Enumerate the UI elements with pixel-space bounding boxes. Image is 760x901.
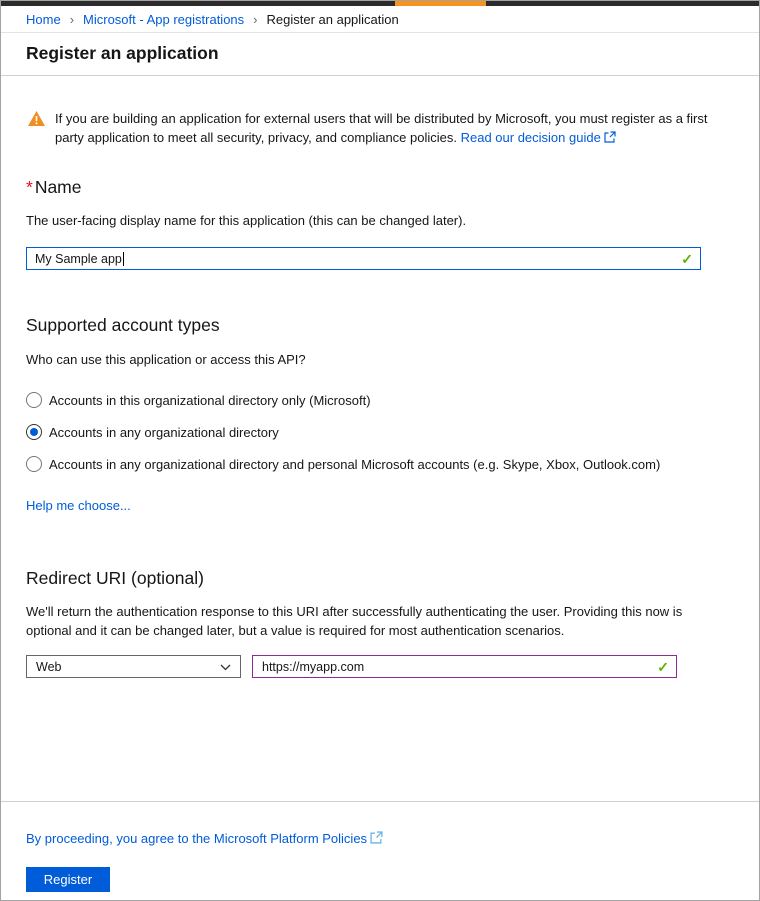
name-input[interactable] [26, 247, 701, 270]
loading-bar [1, 1, 759, 6]
breadcrumb-separator: › [69, 11, 75, 27]
valid-checkmark-icon: ✓ [681, 250, 693, 267]
external-link-icon [370, 831, 383, 847]
account-types-question: Who can use this application or access this API? [26, 352, 306, 367]
breadcrumb-separator: › [253, 11, 258, 27]
platform-select-value: Web [36, 659, 62, 674]
radio-option-label: Accounts in any organizational directory and personal Microsoft accounts (e.g. Skype, Xbox, Outlook.com) [49, 456, 661, 472]
breadcrumb-current-page: Register an application [266, 11, 399, 27]
redirect-uri-heading: Redirect URI (optional) [26, 568, 204, 588]
redirect-uri-controls [26, 655, 734, 678]
breadcrumb-home-link[interactable]: Home [26, 11, 61, 27]
page-title: Register an application [26, 43, 219, 63]
radio-button-icon [26, 424, 42, 440]
breadcrumb-app-registrations-link[interactable]: Microsoft - App registrations [83, 11, 245, 27]
redirect-uri-value: https://myapp.com [262, 659, 365, 674]
breadcrumb [1, 6, 759, 33]
blade-footer [1, 801, 759, 900]
platform-policies-link[interactable]: By proceeding, you agree to the Microsoft Platform Policies [26, 831, 383, 847]
radio-option-multi-tenant[interactable] [26, 424, 734, 440]
redirect-uri-description: We'll return the authentication response to this URI after successfully authenticating the user. Providing this now is optional and it can be changed later, but a value is required for most authentication scenarios. [26, 604, 683, 638]
platform-select[interactable] [26, 655, 241, 678]
radio-button-icon [26, 392, 42, 408]
radio-button-icon [26, 456, 42, 472]
radio-option-label: Accounts in this organizational directory only (Microsoft) [49, 392, 371, 408]
radio-option-label: Accounts in any organizational directory [49, 424, 279, 440]
account-type-radio-group [26, 392, 734, 472]
blade-content [1, 109, 759, 678]
valid-checkmark-icon: ✓ [657, 658, 669, 675]
account-types-heading: Supported account types [26, 315, 220, 335]
external-link-icon [604, 129, 616, 148]
name-description: The user-facing display name for this application (this can be changed later). [26, 213, 467, 228]
decision-guide-link[interactable]: Read our decision guide [461, 130, 616, 145]
warning-icon [28, 111, 45, 148]
name-section-heading [26, 177, 734, 198]
help-me-choose-link[interactable]: Help me choose... [26, 498, 131, 513]
name-heading-label: Name [34, 177, 82, 197]
warning-message [55, 109, 713, 148]
required-marker: * [26, 177, 33, 197]
loading-bar-progress [395, 1, 486, 6]
warning-message-text: If you are building an application for external users that will be distributed by Microsoft, you must register as a first party application to meet all security, privacy, and compliance policies. [55, 111, 708, 145]
register-button[interactable]: Register [26, 867, 110, 892]
warning-banner [26, 109, 734, 148]
name-input-value: My Sample app [35, 251, 122, 266]
blade-header [1, 33, 759, 76]
redirect-uri-input[interactable] [252, 655, 677, 678]
text-caret [123, 252, 124, 266]
radio-option-single-tenant[interactable] [26, 392, 734, 408]
radio-option-multi-tenant-personal[interactable] [26, 456, 734, 472]
chevron-down-icon [220, 660, 231, 674]
